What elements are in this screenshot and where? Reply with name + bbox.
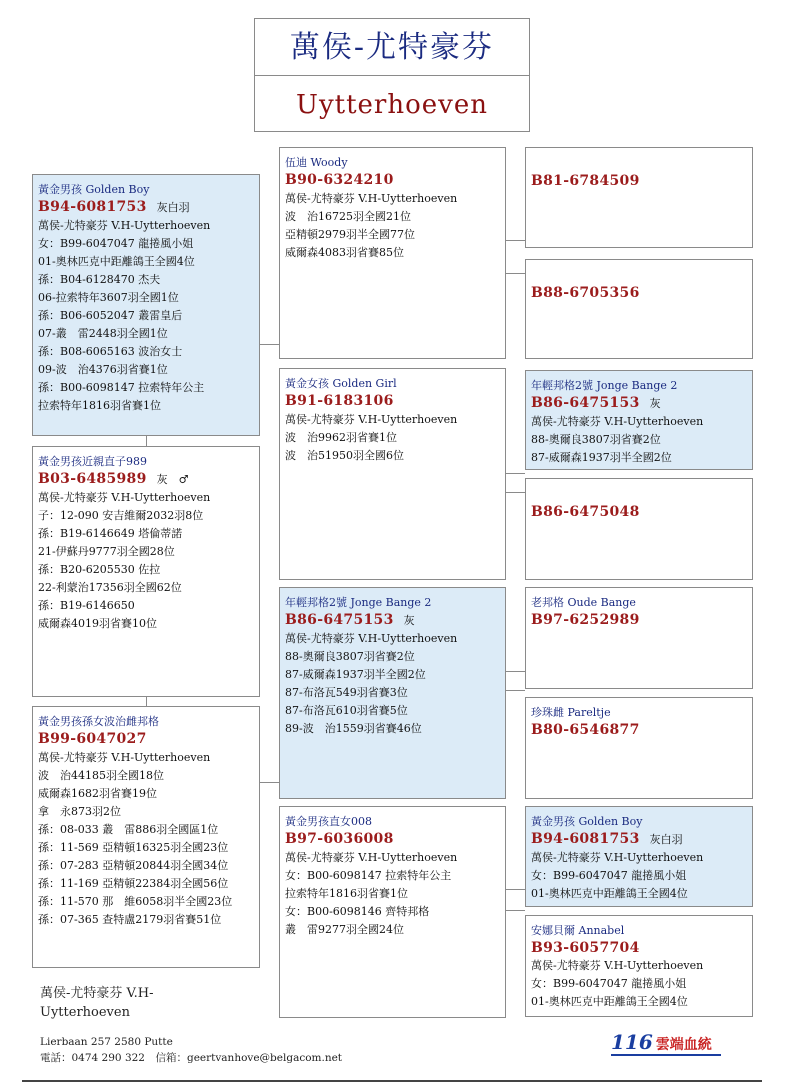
grandparent-card[interactable] bbox=[525, 259, 753, 359]
ring-number: B91-6183106 bbox=[285, 393, 394, 409]
detail-line: 07-叢 雷2448羽全國1位 bbox=[38, 327, 168, 340]
logo-text: 雲端血統 bbox=[655, 1037, 712, 1053]
connector bbox=[505, 671, 525, 672]
grandparent-card[interactable] bbox=[525, 370, 753, 470]
color-label: 灰 bbox=[403, 614, 415, 627]
owner-name: 萬侯-尤特豪芬 V.H-Uytterhoeven bbox=[40, 986, 154, 1020]
detail-line: 87-布洛瓦610羽省賽5位 bbox=[285, 704, 408, 717]
detail-line: 女：B00-6098146 齊特邦格 bbox=[285, 905, 430, 918]
pedigree-title bbox=[254, 18, 530, 132]
detail-line: 孫：B19-6146650 bbox=[38, 599, 135, 612]
ring-number: B86-6475153 灰 bbox=[285, 612, 415, 628]
connector bbox=[505, 240, 525, 241]
detail-lines bbox=[285, 630, 500, 738]
subject-card[interactable] bbox=[32, 174, 260, 436]
sibling-dam-card[interactable] bbox=[279, 806, 506, 1018]
detail-line: 孫：11-169 亞精頓22384羽全國56位 bbox=[38, 877, 229, 890]
detail-lines bbox=[285, 849, 500, 939]
ring-number: B97-6036008 bbox=[285, 831, 394, 847]
detail-line: 女：B99-6047047 龍捲風小姐 bbox=[531, 977, 687, 990]
detail-line: 09-波 治4376羽省賽1位 bbox=[38, 363, 168, 376]
title-english: Uytterhoeven bbox=[296, 90, 488, 120]
connector bbox=[505, 473, 525, 474]
detail-line: 01-奧林匹克中距離鴿王全國4位 bbox=[531, 887, 688, 900]
contact-info bbox=[40, 1034, 342, 1066]
pigeon-name: 年輕邦格2號 Jonge Bange 2 bbox=[531, 379, 678, 392]
ring-number: B93-6057704 bbox=[531, 940, 640, 956]
detail-line: 萬侯-尤特豪芬 V.H-Uytterhoeven bbox=[531, 959, 704, 972]
detail-line: 女：B99-6047047 龍捲風小姐 bbox=[38, 237, 194, 250]
detail-line: 萬侯-尤特豪芬 V.H-Uytterhoeven bbox=[531, 851, 704, 864]
color-label: 灰白羽 bbox=[156, 201, 190, 214]
detail-line: 孫：07-283 亞精頓20844羽全國34位 bbox=[38, 859, 229, 872]
ring-number: B94-6081753 灰白羽 bbox=[531, 831, 683, 847]
detail-line: 威爾森4019羽省賽10位 bbox=[38, 617, 157, 630]
detail-line: 女：B99-6047047 龍捲風小姐 bbox=[531, 869, 687, 882]
sibling-card[interactable] bbox=[32, 446, 260, 697]
detail-line: 孫：B00-6098147 拉索特年公主 bbox=[38, 381, 205, 394]
sibling-sire-card[interactable] bbox=[279, 587, 506, 799]
connector bbox=[505, 889, 525, 890]
color-label: 灰 bbox=[649, 397, 661, 410]
pigeon-name: 黃金男孩 Golden Boy bbox=[531, 815, 643, 828]
detail-line: 孫：11-570 那 維6058羽半全國23位 bbox=[38, 895, 233, 908]
detail-line: 叢 雷9277羽全國24位 bbox=[285, 923, 404, 936]
detail-lines bbox=[285, 411, 500, 465]
pigeon-name: 黃金男孩 Golden Boy bbox=[38, 183, 150, 196]
bottom-divider bbox=[22, 1080, 762, 1082]
connector bbox=[259, 782, 280, 783]
ring-number: B86-6475048 bbox=[531, 504, 640, 520]
detail-line: 女：B00-6098147 拉索特年公主 bbox=[285, 869, 452, 882]
detail-line: 萬侯-尤特豪芬 V.H-Uytterhoeven bbox=[531, 415, 704, 428]
detail-line: 拉索特年1816羽省賽1位 bbox=[38, 399, 161, 412]
pigeon-name: 伍迪 Woody bbox=[285, 156, 348, 169]
detail-line: 孫：11-569 亞精頓16325羽全國23位 bbox=[38, 841, 229, 854]
detail-line: 孫：B19-6146649 塔倫蒂諾 bbox=[38, 527, 183, 540]
detail-line: 孫：08-033 叢 雷886羽全國區1位 bbox=[38, 823, 219, 836]
detail-lines bbox=[38, 217, 254, 415]
pigeon-name: 安娜貝爾 Annabel bbox=[531, 924, 625, 937]
color-label: 灰 ♂ bbox=[156, 473, 189, 486]
pigeon-name: 黃金男孩近親直子989 bbox=[38, 455, 147, 468]
address-line: Lierbaan 257 2580 Putte bbox=[40, 1036, 173, 1048]
detail-line: 萬侯-尤特豪芬 V.H-Uytterhoeven bbox=[285, 632, 458, 645]
color-label: 灰白羽 bbox=[649, 833, 683, 846]
detail-line: 21-伊蘇丹9777羽全國28位 bbox=[38, 545, 175, 558]
detail-line: 孫：07-365 查特盧2179羽省賽51位 bbox=[38, 913, 222, 926]
ring-number: B94-6081753 灰白羽 bbox=[38, 199, 190, 215]
detail-line: 威爾森1682羽省賽19位 bbox=[38, 787, 157, 800]
grandparent-card[interactable] bbox=[525, 147, 753, 248]
ring-number: B80-6546877 bbox=[531, 722, 640, 738]
detail-line: 萬侯-尤特豪芬 V.H-Uytterhoeven bbox=[38, 751, 211, 764]
detail-line: 萬侯-尤特豪芬 V.H-Uytterhoeven bbox=[285, 192, 458, 205]
detail-line: 萬侯-尤特豪芬 V.H-Uytterhoeven bbox=[38, 219, 211, 232]
dam-card[interactable] bbox=[279, 368, 506, 580]
detail-line: 87-威爾森1937羽半全國2位 bbox=[531, 451, 672, 464]
grandparent-card[interactable] bbox=[525, 478, 753, 580]
ring-number: B86-6475153 灰 bbox=[531, 395, 661, 411]
connector bbox=[505, 492, 525, 493]
logo-number: 116 bbox=[611, 1030, 653, 1054]
detail-line: 孫：B08-6065163 波治女士 bbox=[38, 345, 183, 358]
detail-line: 萬侯-尤特豪芬 V.H-Uytterhoeven bbox=[285, 413, 458, 426]
site-logo[interactable] bbox=[611, 1030, 731, 1056]
detail-line: 亞精頓2979羽半全國77位 bbox=[285, 228, 415, 241]
detail-line: 01-奧林匹克中距離鴿王全國4位 bbox=[531, 995, 688, 1008]
detail-line: 孫：B04-6128470 杰夫 bbox=[38, 273, 161, 286]
pigeon-name: 老邦格 Oude Bange bbox=[531, 596, 636, 609]
ring-number: B97-6252989 bbox=[531, 612, 640, 628]
ring-number: B90-6324210 bbox=[285, 172, 394, 188]
detail-line: 01-奧林匹克中距離鴿王全國4位 bbox=[38, 255, 195, 268]
detail-line: 06-拉索特年3607羽全國1位 bbox=[38, 291, 179, 304]
detail-line: 萬侯-尤特豪芬 V.H-Uytterhoeven bbox=[285, 851, 458, 864]
detail-line: 87-布洛瓦549羽省賽3位 bbox=[285, 686, 408, 699]
detail-lines bbox=[531, 957, 747, 1011]
detail-line: 波 治51950羽全國6位 bbox=[285, 449, 404, 462]
detail-line: 子：12-090 安吉維爾2032羽8位 bbox=[38, 509, 204, 522]
detail-lines bbox=[531, 413, 747, 467]
connector bbox=[259, 344, 280, 345]
detail-lines bbox=[285, 190, 500, 262]
title-chinese: 萬侯-尤特豪芬 bbox=[255, 19, 529, 76]
ring-number: B99-6047027 bbox=[38, 731, 147, 747]
connector bbox=[505, 690, 525, 691]
grandparent-card[interactable] bbox=[525, 587, 753, 689]
grandparent-card[interactable] bbox=[525, 915, 753, 1017]
detail-line: 孫：B20-6205530 佐拉 bbox=[38, 563, 161, 576]
detail-line: 88-奧爾良3807羽省賽2位 bbox=[285, 650, 415, 663]
pigeon-name: 黃金男孩孫女波治雌邦格 bbox=[38, 715, 159, 728]
connector bbox=[146, 697, 147, 706]
logo-underline bbox=[611, 1054, 721, 1056]
detail-lines bbox=[38, 489, 254, 633]
detail-lines bbox=[38, 749, 254, 929]
detail-line: 孫：B06-6052047 叢雷皇后 bbox=[38, 309, 183, 322]
sire-card[interactable] bbox=[279, 147, 506, 359]
ring-number: B81-6784509 bbox=[531, 173, 640, 189]
sibling-card[interactable] bbox=[32, 706, 260, 968]
grandparent-card[interactable] bbox=[525, 806, 753, 907]
connector bbox=[146, 436, 147, 446]
pigeon-name: 黃金女孩 Golden Girl bbox=[285, 377, 397, 390]
grandparent-card[interactable] bbox=[525, 697, 753, 799]
detail-line: 波 治9962羽省賽1位 bbox=[285, 431, 397, 444]
detail-line: 威爾森4083羽省賽85位 bbox=[285, 246, 404, 259]
phone-email-line: 電話：0474 290 322 信箱：geertvanhove@belgacom.net bbox=[40, 1052, 343, 1064]
ring-number: B03-6485989 灰 ♂ bbox=[38, 471, 189, 487]
detail-line: 87-威爾森1937羽半全國2位 bbox=[285, 668, 426, 681]
connector bbox=[505, 910, 525, 911]
pigeon-name: 珍珠雌 Pareltje bbox=[531, 706, 611, 719]
pigeon-name: 黃金男孩直女008 bbox=[285, 815, 372, 828]
detail-line: 88-奧爾良3807羽省賽2位 bbox=[531, 433, 661, 446]
connector bbox=[505, 273, 525, 274]
detail-line: 22-利蒙治17356羽全國62位 bbox=[38, 581, 182, 594]
detail-line: 拉索特年1816羽省賽1位 bbox=[285, 887, 408, 900]
detail-lines bbox=[531, 849, 747, 903]
detail-line: 萬侯-尤特豪芬 V.H-Uytterhoeven bbox=[38, 491, 211, 504]
detail-line: 89-波 治1559羽省賽46位 bbox=[285, 722, 422, 735]
pigeon-name: 年輕邦格2號 Jonge Bange 2 bbox=[285, 596, 432, 609]
detail-line: 拿 永873羽2位 bbox=[38, 805, 121, 818]
ring-number: B88-6705356 bbox=[531, 285, 640, 301]
detail-line: 波 治16725羽全國21位 bbox=[285, 210, 411, 223]
detail-line: 波 治44185羽全國18位 bbox=[38, 769, 164, 782]
